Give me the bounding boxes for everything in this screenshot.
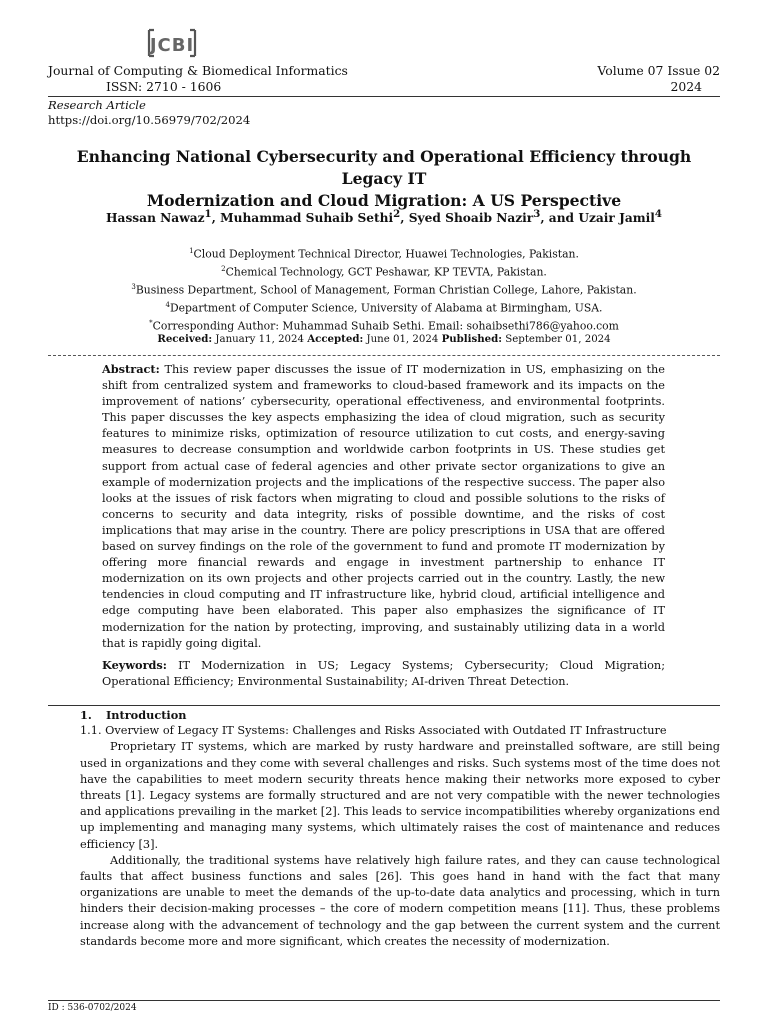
author-name: Syed Shoaib Nazir — [408, 211, 534, 226]
journal-name: Journal of Computing & Biomedical Informatics — [48, 63, 348, 78]
author-sup: 1 — [204, 208, 212, 220]
section-title: Introduction — [106, 708, 187, 722]
title-line: Enhancing National Cybersecurity and Operational Efficiency through Legacy IT — [76, 147, 692, 188]
journal-issn: ISSN: 2710 - 1606 — [106, 79, 222, 94]
title-line: Modernization and Cloud Migration: A US Perspective — [146, 191, 622, 210]
affiliation: $^3$Business Department, School of Management, Forman Christian College, Lahore, Pakistan. — [131, 283, 637, 297]
dashed-divider — [48, 355, 720, 356]
journal-header — [48, 63, 348, 95]
received-date: January 11, 2024 — [215, 334, 304, 345]
corresponding-author: *Corresponding Author: Muhammad Suhaib Sethi. Email: sohaibsethi786@yahoo.com — [149, 319, 619, 333]
affiliation: $^4$Department of Computer Science, University of Alabama at Birmingham, USA. — [165, 301, 603, 315]
author-name: Hassan Nawaz — [106, 211, 205, 226]
section-rule — [48, 705, 720, 706]
author-sup: 4 — [654, 208, 662, 220]
section-number: 1. — [80, 708, 92, 722]
keywords — [102, 657, 665, 690]
author-sup: 3 — [533, 208, 541, 220]
affiliations — [48, 244, 720, 334]
published-label: Published: — [441, 333, 503, 345]
abstract — [102, 361, 665, 652]
journal-year: 2024 — [670, 79, 702, 94]
accepted-date: June 01, 2024 — [366, 334, 439, 345]
author-name: Uzair Jamil — [578, 211, 655, 226]
footer-rule — [48, 1000, 720, 1001]
svg-text:JCBI: JCBI — [149, 35, 195, 56]
volume-issue: Volume 07 Issue 02 — [597, 63, 720, 78]
keywords-label: Keywords: — [102, 658, 167, 672]
paper-title — [48, 146, 720, 212]
author-sup: 2 — [393, 208, 401, 220]
paragraph: Proprietary IT systems, which are marked by rusty hardware and preinstalled software, are still being used in organizations and they come with several challenges and risks. Such systems most of the time does not have the capabilities to meet modern security threats hence making their networks more exposed to cyber threats [1]. Legacy systems are formally structured and are not very compatible with the newer technologies and applications prevailing in the market [2]. This leads to service incompatibilities whereby organizations end up implementing and managing many systems, which ultimately raises the cost of maintenance and reduces efficiency [3]. — [80, 740, 720, 851]
volume-block — [597, 63, 720, 95]
jcbi-logo-mark — [146, 26, 198, 60]
article-doi[interactable]: https://doi.org/10.56979/702/2024 — [48, 113, 251, 127]
accepted-label: Accepted: — [307, 333, 364, 345]
author-joiner: , — [211, 211, 221, 226]
author-joiner: , and — [540, 211, 579, 226]
author-joiner: , — [400, 211, 409, 226]
author-list — [48, 208, 720, 225]
article-type: Research Article — [48, 98, 146, 112]
subsection-heading: 1.1. Overview of Legacy IT Systems: Challenges and Risks Associated with Outdated IT Infrastructure — [80, 724, 667, 738]
journal-logo — [146, 26, 198, 60]
affiliation: $^2$Chemical Technology, GCT Peshawar, KP TEVTA, Pakistan. — [221, 265, 547, 279]
header-rule — [48, 96, 720, 97]
published-date: September 01, 2024 — [505, 334, 611, 345]
introduction-section — [80, 707, 720, 950]
abstract-text: This review paper discusses the issue of IT modernization in US, emphasizing on the shift from centralized system and frameworks to cloud-based framework and its impacts on the improvement of nations’ cybersecurity, operational effectiveness, and environmental footprints. This paper discusses the key aspects emphasizing the idea of cloud migration, such as security features to minimize risks, optimization of resource utilization to cut costs, and energy-saving measures to decrease consumption and worldwide carbon footprints in US. These studies get support from actual case of federal agencies and other private sector organizations to give an example of modernization projects and the implications of the respective success. The paper also looks at the issues of risk factors when migrating to cloud and possible solutions to the risks of concerns to security and data integrity, risks of possible downtime, and the risks of cost implications that may arise in the country. There are policy prescriptions in USA that are offered based on survey findings on the role of the government to fund and promote IT modernization by offering more financial rewards and engage in investment partnership to enhance IT modernization on its own projects and other projects carried out in the country. Lastly, the new tendencies in cloud computing and IT infrastructure like, hybrid cloud, artificial intelligence and edge computing have been elaborated. This paper also emphasizes the significance of IT modernization for the nation by protecting, improving, and sustainably utilizing data in a world that is rapidly going digital. — [102, 363, 665, 650]
section-heading — [80, 707, 720, 723]
abstract-label: Abstract: — [102, 362, 160, 376]
affiliation: $^1$Cloud Deployment Technical Director, Huawei Technologies, Pakistan. — [189, 247, 579, 261]
keywords-text: IT Modernization in US; Legacy Systems; Cybersecurity; Cloud Migration; Operational Efficiency; Environmental Sustainability; AI-driven Threat Detection. — [102, 659, 665, 689]
article-meta — [48, 98, 250, 128]
footer-id: ID : 536-0702/2024 — [48, 1003, 137, 1013]
publication-dates — [48, 333, 720, 345]
received-label: Received: — [157, 333, 213, 345]
paragraph: Additionally, the traditional systems have relatively high failure rates, and they can cause technological faults that affect business functions and sales [26]. This goes hand in hand with the fact that many organizations are unable to meet the demands of the up-to-date data analytics and processing, which in turn hinders their decision-making processes – the core of modern competition means [11]. Thus, these problems increase along with the advancement of technology and the gap between the current system and the current standards become more and more significant, which creates the necessity of modernization. — [80, 853, 720, 948]
author-name: Muhammad Suhaib Sethi — [220, 211, 394, 226]
